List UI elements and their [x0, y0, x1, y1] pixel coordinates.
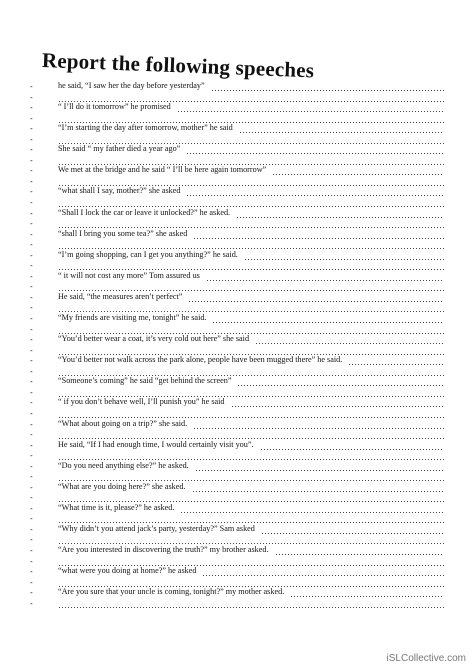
list-dash: -	[30, 292, 33, 302]
prompt-line	[30, 439, 444, 452]
list-dash: -	[30, 535, 33, 545]
speech-text: “what shall I say, mother?” she asked	[58, 186, 181, 196]
list-dash: -	[30, 546, 33, 556]
list-dash: -	[30, 145, 33, 155]
list-dash: -	[30, 187, 33, 197]
list-dash: -	[30, 124, 33, 134]
list-dash: -	[30, 567, 33, 577]
list-dash: -	[30, 440, 33, 450]
list-dash: -	[30, 408, 33, 418]
answer-dots-inline	[193, 238, 444, 239]
list-dash: -	[30, 314, 33, 324]
exercise-item	[30, 125, 444, 146]
answer-dots-inline	[231, 406, 444, 407]
list-dash: -	[30, 229, 33, 239]
list-dash: -	[30, 356, 33, 366]
list-dash: -	[30, 345, 33, 355]
speech-text: “what were you doing at home?” he asked	[58, 566, 197, 576]
prompt-line	[30, 228, 444, 241]
prompt-line	[30, 336, 444, 346]
answer-dots-inline	[255, 343, 444, 344]
answer-dots-inline	[239, 132, 444, 133]
answer-line	[30, 600, 444, 610]
exercise-item	[30, 270, 444, 294]
exercise-item	[30, 83, 444, 104]
speech-text: “I’m starting the day after tomorrow, mother” he said	[58, 123, 233, 133]
list-dash: -	[30, 335, 33, 345]
list-dash: -	[30, 92, 33, 102]
prompt-line	[30, 481, 444, 494]
prompt-line	[30, 399, 444, 409]
answer-dots-inline	[244, 259, 444, 260]
list-dash: -	[30, 598, 33, 608]
exercise-item	[30, 418, 444, 442]
speech-text: “Why didn’t you attend jack’s party, yesterday?” Sam asked	[58, 523, 255, 533]
list-dash: -	[30, 366, 33, 376]
prompt-line	[30, 460, 444, 473]
speech-text: “What about going on a trip?” she said.	[58, 418, 188, 428]
prompt-line	[30, 167, 444, 177]
prompt-line	[30, 270, 444, 283]
answer-dots-inline	[275, 554, 444, 555]
list-dash: -	[30, 461, 33, 471]
prompt-line	[30, 207, 444, 220]
speech-text: “What time is it, please?” he asked.	[58, 502, 175, 512]
answer-dots-inline	[261, 533, 444, 534]
list-dash: -	[30, 377, 33, 387]
exercise-item	[30, 146, 444, 167]
list-dash: -	[30, 430, 33, 439]
list-dash: -	[30, 176, 33, 186]
speech-text: “Shall I lock the car or leave it unlocked?” he asked.	[58, 207, 231, 217]
answer-dots-inline	[195, 470, 444, 471]
list-dash: -	[30, 472, 33, 482]
exercise-item	[30, 481, 444, 505]
exercise-item	[30, 589, 444, 610]
speech-text: “You’d better wear a coat, it’s very cold out here” she said	[58, 334, 250, 344]
prompt-line	[30, 589, 444, 599]
exercise-item	[30, 439, 444, 463]
answer-dots-inline	[348, 364, 444, 365]
exercise-item	[30, 523, 444, 547]
prompt-line	[30, 249, 444, 262]
list-dash: -	[30, 208, 33, 218]
prompt-line	[30, 188, 444, 198]
exercise-item	[30, 167, 444, 188]
list-dash: -	[30, 419, 33, 429]
list-dash: -	[30, 387, 33, 397]
exercise-item	[30, 336, 444, 357]
exercise-item	[30, 249, 444, 273]
prompt-line	[30, 418, 444, 431]
list-dash: -	[30, 103, 33, 113]
prompt-line	[30, 378, 444, 388]
exercise-item	[30, 315, 444, 336]
exercise-item	[30, 104, 444, 125]
speech-text: “Are you sure that your uncle is coming, tonight?” my mother asked.	[58, 587, 285, 597]
speech-text: “ I’ll do it tomorrow” he promised	[58, 102, 171, 112]
answer-dots-inline	[202, 575, 444, 576]
list-dash: -	[30, 493, 33, 503]
list-dash: -	[30, 577, 33, 587]
prompt-line	[30, 568, 444, 578]
speech-text: “Are you interested in discovering the truth?” my brother asked.	[58, 545, 269, 555]
answer-dots-inline	[192, 491, 444, 492]
prompt-line	[30, 104, 444, 114]
answer-dots-inline	[186, 153, 444, 154]
list-dash: -	[30, 398, 33, 408]
speech-text: he said, “I saw her the day before yesterday”	[58, 81, 205, 90]
answer-dots-inline	[290, 596, 444, 597]
prompt-line	[30, 523, 444, 536]
speech-text: “Someone’s coming” he said “get behind the screen”	[58, 376, 232, 386]
answer-dots-inline	[272, 174, 444, 175]
prompt-line	[30, 291, 444, 304]
list-dash: -	[30, 219, 33, 229]
speech-text: He said, “the measures aren’t perfect”	[58, 291, 183, 301]
speech-text: “Do you need anything else?” he asked.	[58, 460, 189, 470]
list-dash: -	[30, 240, 33, 250]
list-dash: -	[30, 261, 33, 271]
exercise-item	[30, 399, 444, 420]
site-watermark: iSLCollective.com	[386, 653, 466, 664]
speech-text: “What are you doing here?” she asked.	[58, 481, 186, 491]
speech-text: “You’d better not walk across the park alone, people have been mugged there” he said.	[58, 355, 343, 365]
answer-dots-inline	[180, 512, 444, 513]
exercise-item	[30, 568, 444, 589]
exercise-item	[30, 228, 444, 252]
list-dash: -	[30, 113, 33, 123]
list-dash: -	[30, 271, 33, 281]
prompt-line	[30, 125, 444, 135]
list-dash: -	[30, 166, 33, 176]
exercise-item	[30, 188, 444, 209]
prompt-line	[30, 547, 444, 557]
prompt-line	[30, 357, 444, 367]
speech-text: “My friends are visiting me, tonight” he said.	[58, 313, 207, 323]
answer-dots-inline	[177, 111, 444, 112]
list-dash: -	[30, 282, 33, 292]
exercise-item	[30, 502, 444, 526]
list-dash: -	[30, 82, 33, 91]
answer-dots-inline	[236, 217, 444, 218]
prompt-line	[30, 146, 444, 156]
answer-dots-inline	[206, 280, 444, 281]
prompt-line	[30, 315, 444, 325]
answer-dots-inline	[186, 195, 444, 196]
speech-text: “ if you don’t behave well, I’ll punish you” he said	[58, 397, 225, 407]
answer-dots-inline	[188, 301, 444, 302]
speech-text: He said, “If I had enough time, I would certainly visit you”.	[58, 439, 254, 449]
exercise-item	[30, 460, 444, 484]
speech-text: “shall I bring you some tea?” she asked	[58, 228, 188, 238]
exercise-item	[30, 207, 444, 231]
list-dash: -	[30, 588, 33, 598]
list-dash: -	[30, 524, 33, 534]
prompt-line	[30, 83, 444, 93]
exercise-list	[30, 83, 444, 610]
answer-dots	[58, 607, 444, 608]
answer-dots-inline	[260, 449, 444, 450]
list-dash: -	[30, 134, 33, 144]
worksheet-title: Report the following speeches	[41, 48, 315, 83]
list-dash: -	[30, 250, 33, 260]
list-dash: -	[30, 503, 33, 513]
list-dash: -	[30, 556, 33, 566]
exercise-item	[30, 291, 444, 315]
list-dash: -	[30, 155, 33, 165]
list-dash: -	[30, 303, 33, 313]
list-dash: -	[30, 482, 33, 492]
answer-dots-inline	[193, 428, 444, 429]
answer-dots-inline	[237, 385, 444, 386]
speech-text: “ it will not cost any more” Tom assured us	[58, 270, 200, 280]
list-dash: -	[30, 324, 33, 334]
list-dash: -	[30, 451, 33, 461]
speech-text: We met at the bridge and he said “ I’ll be here again tomorrow”	[58, 165, 267, 175]
speech-text: “I’m going shopping, can I get you anything?” he said.	[58, 249, 238, 259]
speech-text: She said “ my father died a year ago”	[58, 144, 181, 154]
exercise-item	[30, 378, 444, 399]
exercise-item	[30, 547, 444, 568]
list-dash: -	[30, 514, 33, 524]
prompt-line	[30, 502, 444, 515]
answer-dots-inline	[211, 90, 444, 91]
exercise-item	[30, 357, 444, 378]
answer-dots-inline	[212, 322, 444, 323]
list-dash: -	[30, 197, 33, 207]
